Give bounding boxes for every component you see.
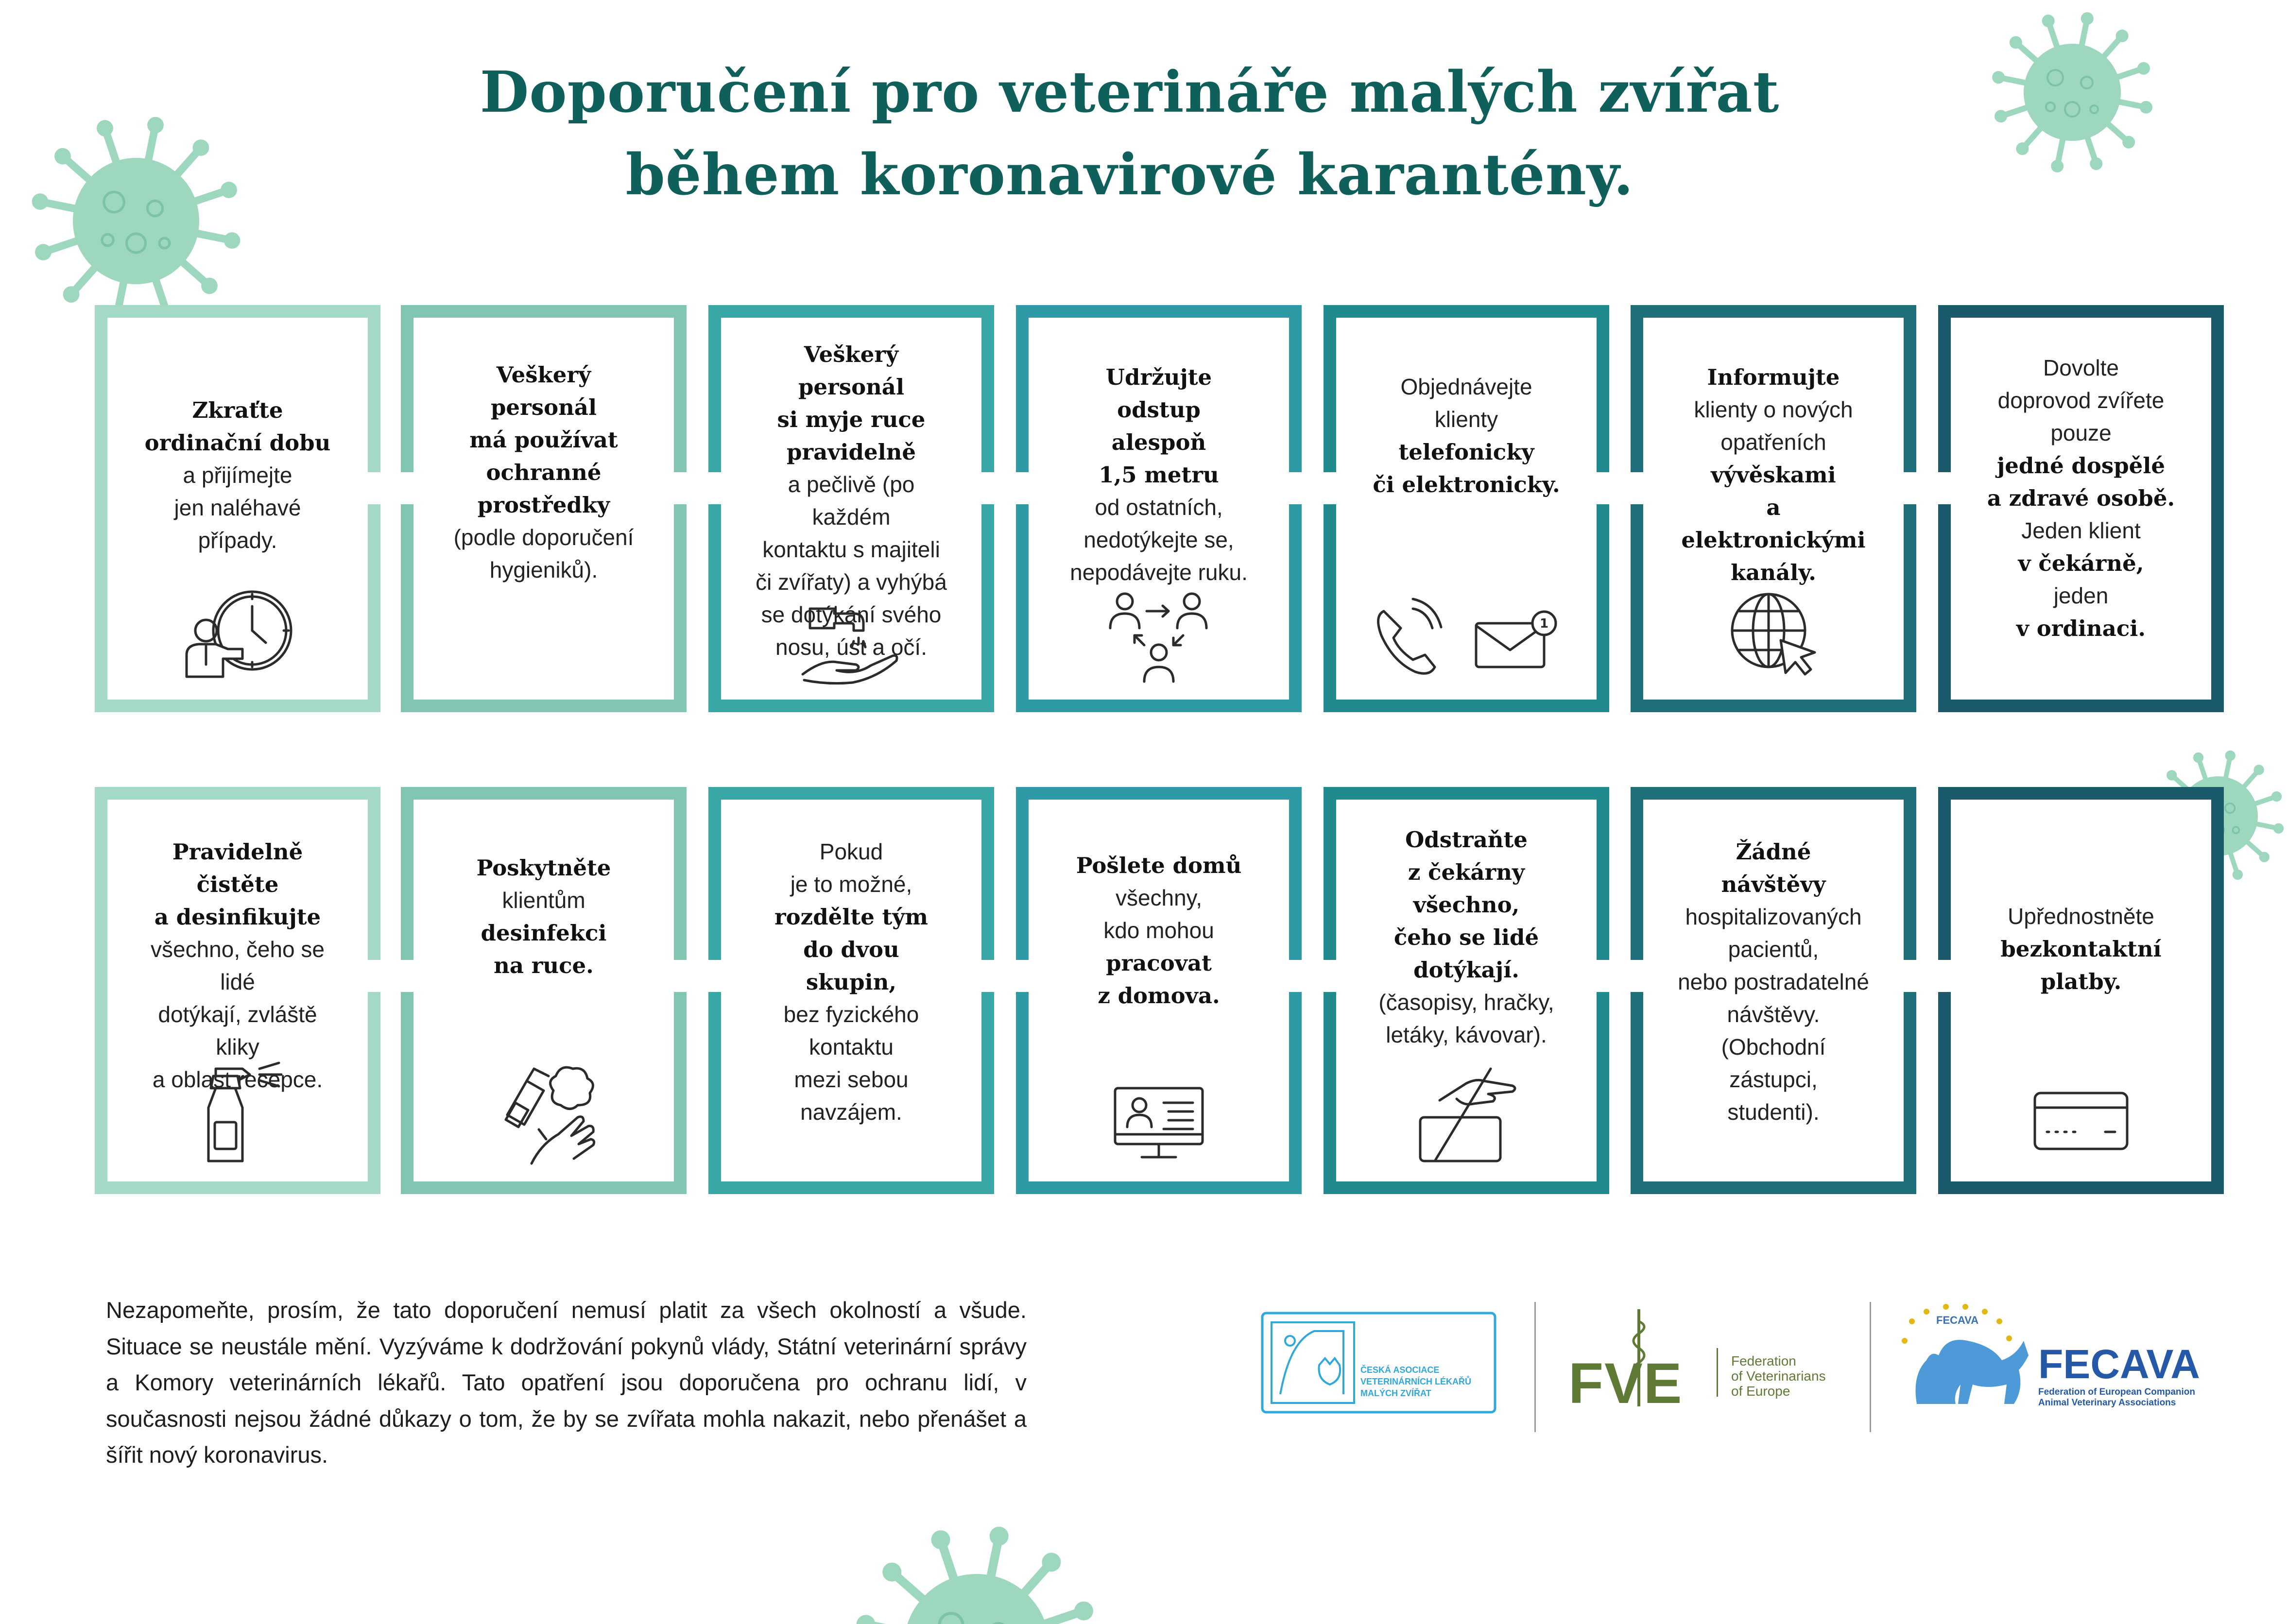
- disclaimer-note: Nezapomeňte, prosím, že tato doporučení nemusí platit za všech okolností a všude. Situace se neustále mění. Vyzýváme k dodržování pokynů vlády, Státní veterinární správy a Komory veterinárních lékařů. Tato opatření jsou doporučena pro ochranu lidí, v současnosti nejsou žádné důkazy o tom, že by se zvířata mohla nakazit, nebo přenášet a šířit nový koronavirus.: [106, 1297, 1027, 1468]
- card-text-line: letáky, kávovar).: [1386, 1022, 1547, 1047]
- card-text-line: či zvířaty) a vyhýbá: [756, 569, 947, 595]
- card-text-bold-line: a zdravé osobě.: [1987, 485, 2175, 511]
- card-text-line: Jeden klient: [2021, 518, 2141, 543]
- card-text-bold-line: rozdělte tým: [774, 904, 929, 930]
- card-text-line: pouze: [2050, 420, 2112, 445]
- card-text-line: návštěvy.: [1727, 1002, 1820, 1027]
- card-text-bold-line: bezkontaktní: [2000, 936, 2162, 962]
- card-text-bold-line: Informujte: [1707, 364, 1840, 390]
- phone-mail-icon: [1369, 597, 1564, 682]
- card-text-line: doprovod zvířete: [1997, 388, 2165, 413]
- card-text-line: nebo postradatelné: [1678, 969, 1869, 994]
- hand-washing-icon: [795, 601, 907, 696]
- card-text-line: nedotýkejte se,: [1083, 527, 1234, 552]
- card-text: [1985, 352, 2177, 645]
- card-text-line: hospitalizovaných: [1685, 904, 1862, 929]
- recommendation-card: [1016, 305, 1302, 712]
- card-text-line: a přijímejte: [183, 462, 292, 488]
- card-text-bold-line: si myje ruce: [777, 407, 926, 432]
- card-text-line: kontaktu: [809, 1034, 894, 1060]
- card-text-bold-line: 1,5 metru: [1099, 462, 1219, 488]
- card-text-line: klienty: [1434, 407, 1498, 432]
- card-text: [1677, 361, 1870, 589]
- recommendation-card: [1631, 305, 1916, 712]
- card-text: [1370, 823, 1563, 1051]
- card-text-bold-line: telefonicky: [1398, 439, 1534, 465]
- card-text-bold-line: všechno,: [1413, 892, 1520, 918]
- fecava-logo: [1897, 1302, 2218, 1423]
- recommendation-card: [1631, 787, 1916, 1194]
- card-text-bold-line: jedné dospělé: [1996, 453, 2166, 479]
- card-text-bold-line: vývěskami: [1711, 462, 1836, 488]
- card-text-bold-line: návštěvy: [1721, 872, 1826, 897]
- fecava-text-line: Animal Veterinary Associations: [2038, 1398, 2176, 1408]
- card-text-line: kontaktu s majiteli: [762, 537, 940, 562]
- card-text-bold-line: v čekárně,: [2018, 550, 2144, 576]
- title-line-2: během koronavirové karantény.: [625, 142, 1634, 208]
- card-text-bold-line: Udržujte odstup: [1105, 364, 1212, 423]
- card-text-line: Dovolte: [2043, 355, 2119, 380]
- card-text-bold-line: desinfekci: [481, 920, 607, 946]
- hand-sanitizer-icon: [488, 1057, 600, 1171]
- card-text-bold-line: čistěte: [196, 872, 279, 897]
- cavlmz-text-line: MALÝCH ZVÍŘAT: [1360, 1388, 1431, 1398]
- card-connector-gap: [980, 960, 996, 992]
- card-text-line: mezi sebou: [794, 1067, 909, 1092]
- recommendation-card: [708, 787, 994, 1194]
- cavlmz-text-line: ČESKÁ ASOCIACE: [1360, 1365, 1440, 1375]
- card-connector-gap: [1902, 960, 1918, 992]
- card-text-bold-line: ordinační dobu: [144, 430, 331, 456]
- card-text-line: kdo mohou: [1103, 918, 1214, 943]
- fve-mark: FVE: [1568, 1351, 1683, 1416]
- social-distance-icon: [1105, 589, 1212, 694]
- credit-card-icon: [2032, 1091, 2130, 1156]
- recommendation-card: [1016, 787, 1302, 1194]
- logo-divider: [1870, 1302, 1871, 1432]
- fve-text-line: of Veterinarians: [1731, 1368, 1826, 1384]
- card-text: [1063, 849, 1255, 1012]
- card-connector-gap: [1322, 472, 1338, 504]
- recommendation-card: [401, 305, 687, 712]
- card-text-bold-line: čeho se lidé: [1393, 924, 1539, 950]
- fecava-mark: FECAVA: [2038, 1341, 2200, 1387]
- recommendation-card: [95, 305, 380, 712]
- card-connector-gap: [1287, 960, 1304, 992]
- card-text-line: všechno, čeho se lidé: [150, 937, 325, 994]
- fecava-text-line: Federation of European Companion: [2038, 1387, 2196, 1397]
- card-text: [1985, 900, 2177, 998]
- card-connector-gap: [399, 472, 415, 504]
- cavlmz-text-line: VETERINÁRNÍCH LÉKAŘŮ: [1360, 1377, 1472, 1386]
- card-text-line: (Obchodní zástupci,: [1721, 1034, 1826, 1092]
- card-text-bold-line: z čekárny: [1408, 859, 1525, 885]
- card-connector-gap: [1629, 960, 1645, 992]
- spray-bottle-icon: [191, 1059, 284, 1173]
- card-text: [1063, 361, 1255, 589]
- card-text-bold-line: či elektronicky.: [1373, 472, 1560, 497]
- recommendation-card: [1324, 787, 1609, 1194]
- card-text-bold-line: Žádné: [1736, 839, 1811, 865]
- no-touch-icon: [1410, 1064, 1522, 1168]
- recommendation-card: [401, 787, 687, 1194]
- card-text-bold-line: Poskytněte: [476, 855, 611, 881]
- fve-text-line: of Europe: [1731, 1384, 1790, 1399]
- card-text-line: pacientů,: [1728, 937, 1819, 962]
- card-text: [1370, 371, 1563, 501]
- card-connector-gap: [366, 960, 382, 992]
- card-text-bold-line: a desinfikujte: [154, 904, 321, 930]
- card-connector-gap: [1902, 472, 1918, 504]
- virus-illustration-icon: [1970, 0, 2174, 194]
- card-text-line: jen naléhavé: [174, 495, 301, 520]
- card-connector-gap: [980, 472, 996, 504]
- card-text-line: nosu, úst a očí.: [775, 634, 927, 660]
- card-connector-gap: [1014, 472, 1031, 504]
- card-text: [447, 359, 640, 586]
- card-connector-gap: [1595, 472, 1611, 504]
- card-text-line: případy.: [198, 528, 277, 553]
- card-text-bold-line: z domova.: [1098, 983, 1220, 1009]
- fecava-ring-text: FECAVA: [1936, 1314, 1979, 1326]
- card-text-line: Objednávejte: [1400, 374, 1532, 399]
- card-text: [1677, 836, 1870, 1128]
- card-text-line: je to možné,: [790, 872, 912, 897]
- card-connector-gap: [672, 960, 688, 992]
- card-connector-gap: [1287, 472, 1304, 504]
- card-text-line: Upřednostněte: [2008, 904, 2154, 929]
- card-text-bold-line: alespoň: [1111, 429, 1206, 455]
- card-text-bold-line: platby.: [2040, 969, 2122, 994]
- card-text-line: klienty o nových: [1694, 397, 1853, 422]
- card-text-bold-line: Veškerý personál: [798, 342, 905, 400]
- card-text: [755, 836, 947, 1128]
- card-text-line: Pokud: [819, 839, 883, 864]
- card-connector-gap: [399, 960, 415, 992]
- globe-cursor-icon: [1727, 589, 1820, 679]
- card-connector-gap: [706, 472, 723, 504]
- card-connector-gap: [1936, 472, 1953, 504]
- card-text-bold-line: dotýkají.: [1413, 957, 1519, 983]
- card-text: [141, 836, 334, 1096]
- logo-divider: [1534, 1302, 1536, 1432]
- card-text: [141, 394, 334, 557]
- card-text-line: jeden: [2053, 583, 2109, 608]
- fve-logo: [1568, 1307, 1860, 1414]
- card-text-line: a oblast recepce.: [152, 1067, 323, 1092]
- card-text-bold-line: prostředky: [477, 492, 610, 518]
- card-connector-gap: [672, 472, 688, 504]
- monitor-remote-work-icon: [1110, 1083, 1207, 1168]
- clock-person-icon: [179, 584, 296, 684]
- card-connector-gap: [1936, 960, 1953, 992]
- card-text-bold-line: do dvou skupin,: [803, 937, 899, 995]
- fve-text-line: Federation: [1731, 1353, 1796, 1368]
- card-connector-gap: [1322, 960, 1338, 992]
- recommendation-card: [1324, 305, 1609, 712]
- recommendation-card: [708, 305, 994, 712]
- card-text-line: klientům: [502, 888, 585, 913]
- card-text-bold-line: Pravidelně: [172, 839, 303, 865]
- card-connector-gap: [706, 960, 723, 992]
- card-connector-gap: [1595, 960, 1611, 992]
- recommendation-card: [1938, 305, 2224, 712]
- card-text-line: studenti).: [1727, 1099, 1820, 1125]
- page-title: [316, 51, 1943, 216]
- card-text-bold-line: Pošlete domů: [1076, 853, 1242, 878]
- card-text-line: (časopisy, hračky,: [1378, 990, 1554, 1015]
- card-text-line: všechny,: [1115, 885, 1203, 910]
- card-connector-gap: [1629, 472, 1645, 504]
- card-text-line: navzájem.: [800, 1099, 902, 1125]
- card-text-line: a pečlivě (po každém: [788, 472, 915, 530]
- card-text-bold-line: kanály.: [1731, 560, 1816, 585]
- card-text-bold-line: v ordinaci.: [2016, 615, 2146, 641]
- card-text-line: se dotýkání svého: [761, 602, 942, 627]
- recommendation-card: [95, 787, 380, 1194]
- recommendation-card: [1938, 787, 2224, 1194]
- card-connector-gap: [366, 472, 382, 504]
- card-text-line: od ostatních,: [1095, 495, 1223, 520]
- cavlmz-logo: [1261, 1312, 1496, 1414]
- card-text-bold-line: personál: [490, 394, 597, 420]
- card-text-bold-line: Zkraťte: [192, 397, 283, 423]
- card-text-line: nepodávejte ruku.: [1070, 560, 1248, 585]
- card-text-line: hygieniků).: [489, 557, 598, 582]
- card-text-bold-line: má používat: [469, 427, 618, 453]
- card-text: [447, 852, 640, 982]
- mail-badge-count: 1: [1539, 616, 1549, 631]
- card-text-bold-line: ochranné: [486, 460, 602, 485]
- card-text-bold-line: pracovat: [1106, 950, 1212, 976]
- title-line-1: Doporučení pro veterináře malých zvířat: [480, 59, 1780, 125]
- card-text-bold-line: a elektronickými: [1681, 495, 1866, 553]
- card-text-bold-line: Odstraňte: [1405, 827, 1528, 853]
- card-connector-gap: [1014, 960, 1031, 992]
- card-text-line: dotýkají, zvláště kliky: [158, 1002, 317, 1060]
- card-text-bold-line: pravidelně: [786, 439, 916, 465]
- card-text-bold-line: Veškerý: [496, 362, 591, 388]
- virus-illustration-icon: [841, 1501, 1113, 1624]
- card-text-line: bez fyzického: [783, 1002, 919, 1027]
- card-text-line: (podle doporučení: [453, 525, 634, 550]
- card-text-line: opatřeních: [1720, 429, 1826, 455]
- card-text-bold-line: na ruce.: [494, 953, 594, 978]
